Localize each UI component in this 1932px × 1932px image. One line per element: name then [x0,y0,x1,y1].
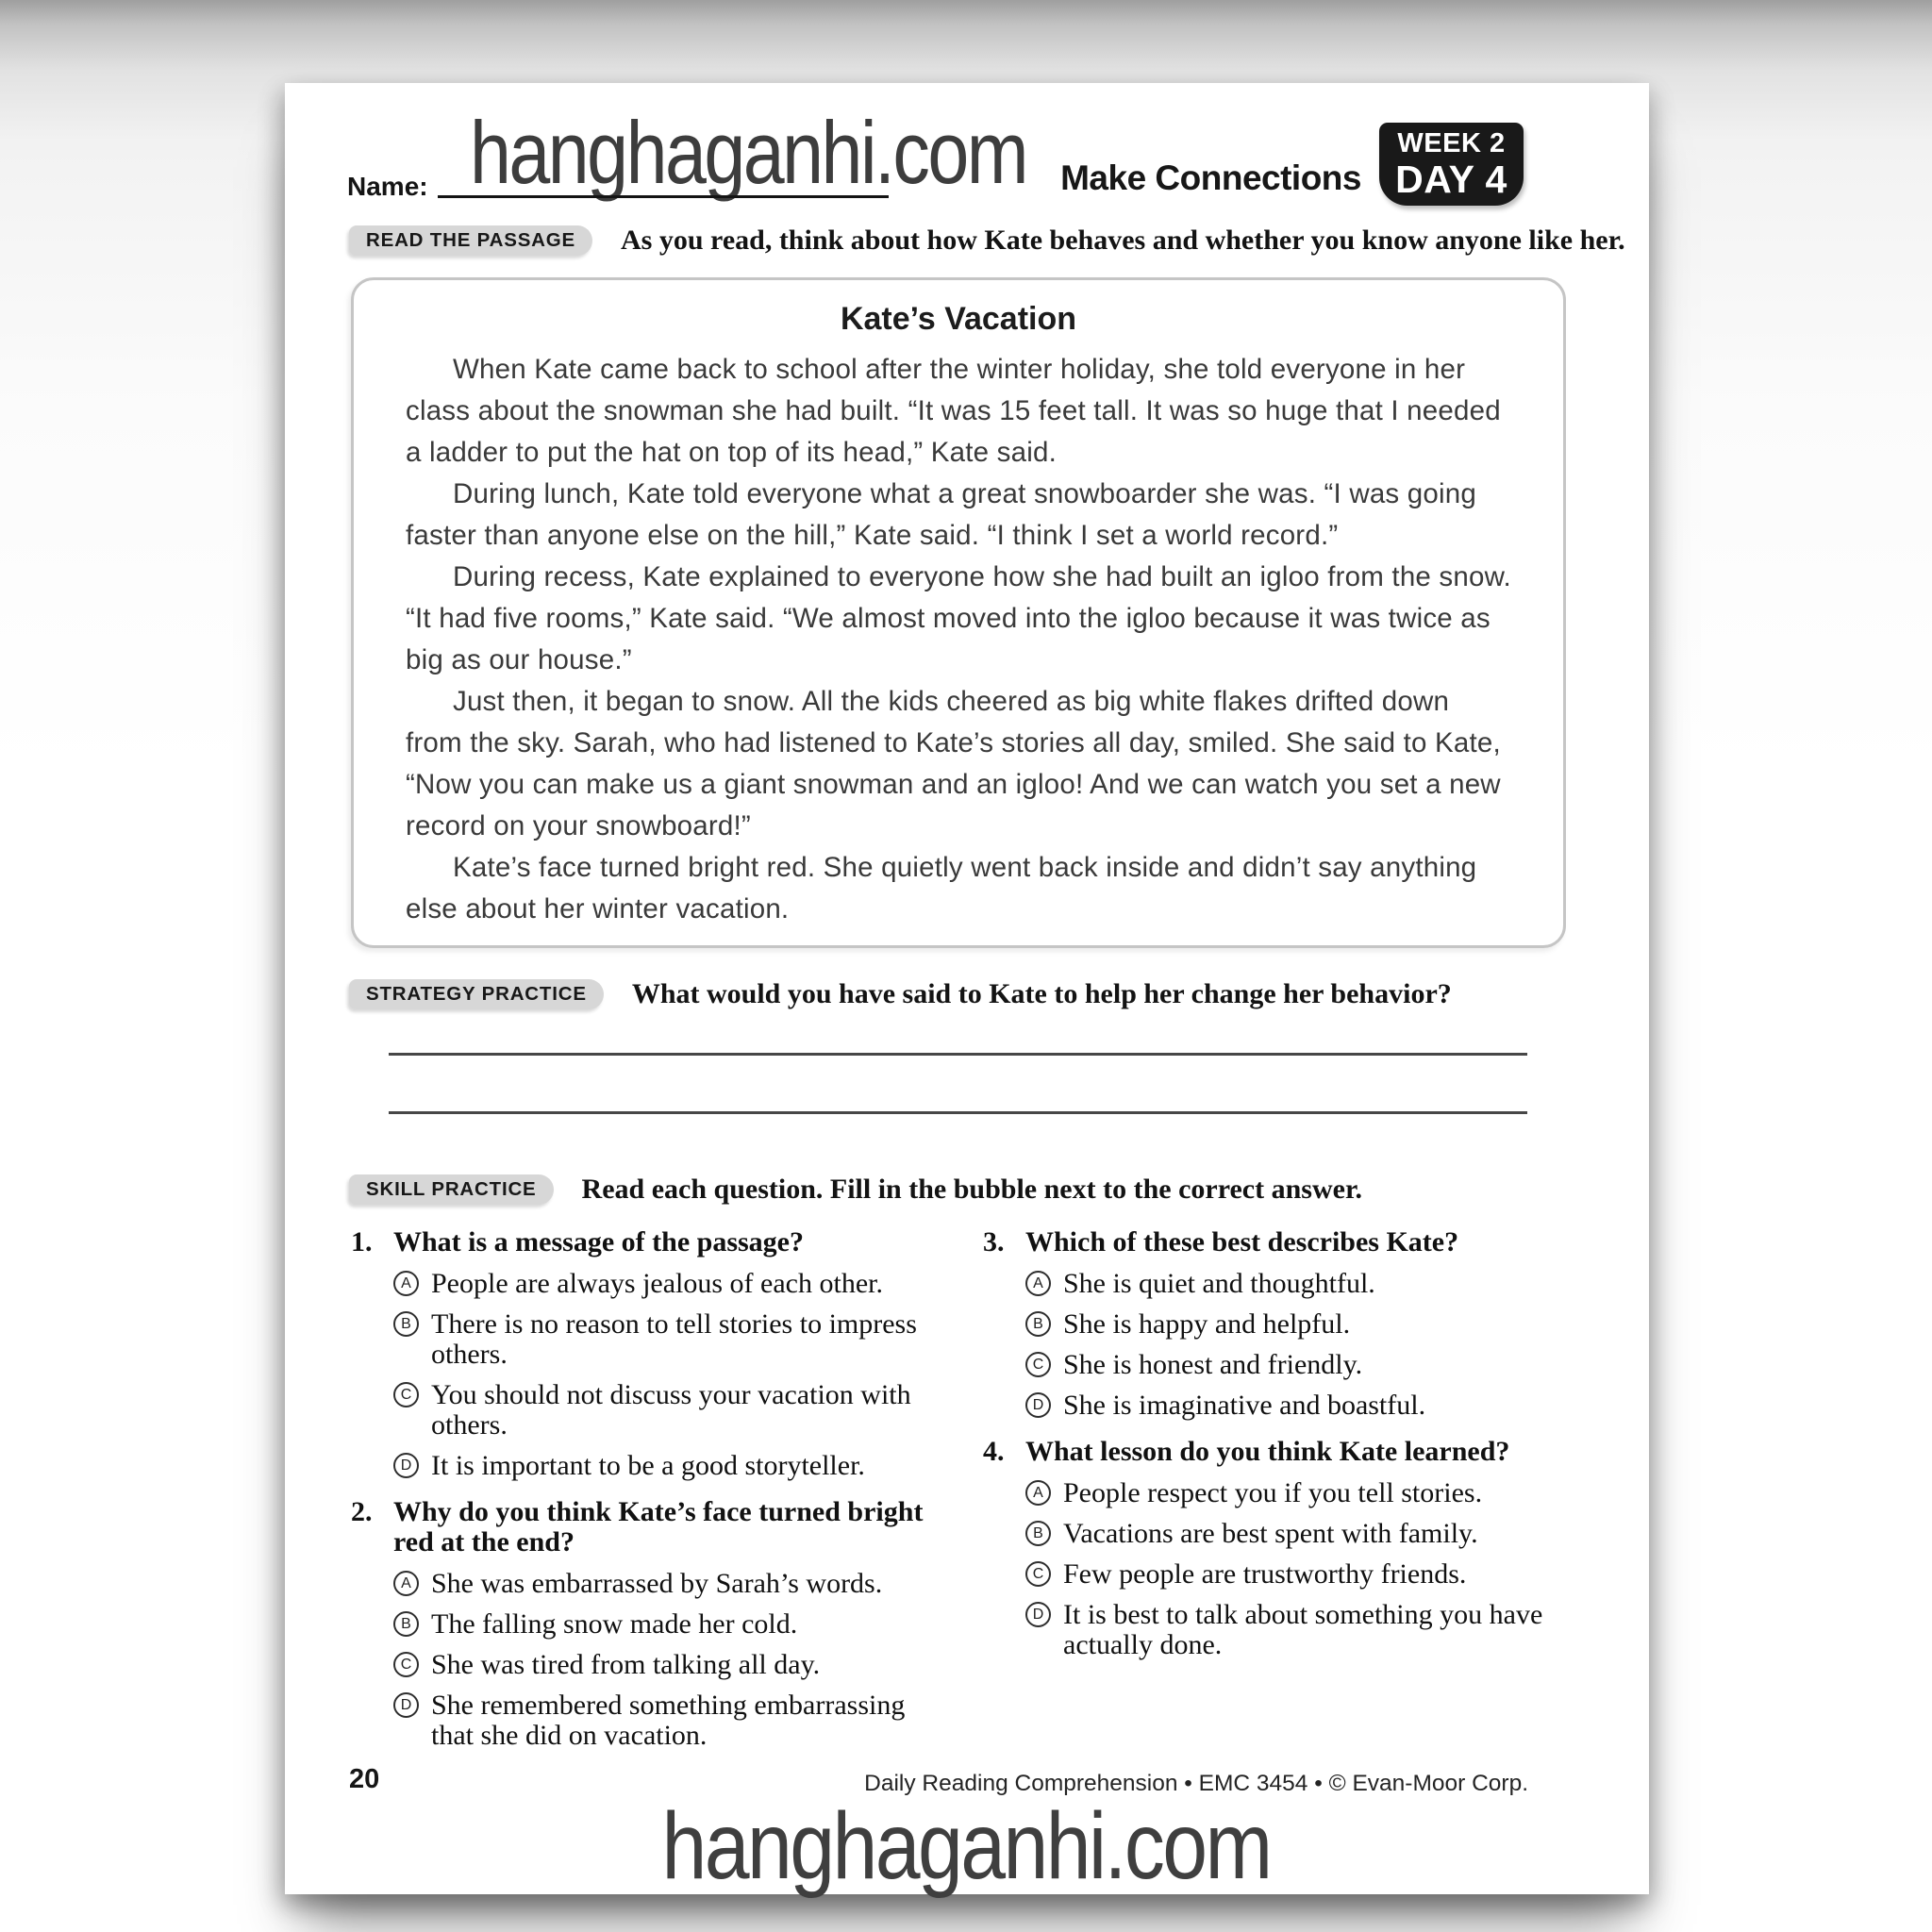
answer-option-text: She was embarrassed by Sarah’s words. [431,1568,883,1599]
bubble-letter: A [1033,1484,1043,1501]
worksheet-page [285,83,1649,1894]
name-blank-line[interactable] [438,195,889,198]
read-the-passage-instruction: As you read, think about how Kate behaves and whether you know anyone like her. [621,225,1625,256]
answer-option-text: She is imaginative and boastful. [1063,1390,1426,1421]
strategy-practice-row [349,978,1452,1010]
passage-title: Kate’s Vacation [840,301,1077,337]
passage-paragraph: During recess, Kate explained to everyone how she had built an igloo from the snow. “It had five rooms,” Kate said. “We almost moved into the igloo because it was twice as big as our house.” [406,561,1511,675]
question-2 [351,1497,934,1751]
bottom-watermark [0,1792,1932,1901]
footer-credit: Daily Reading Comprehension • EMC 3454 • © Evan-Moor Corp. [864,1771,1528,1796]
read-the-passage-row [349,225,1625,257]
answer-option [393,1569,934,1599]
answer-option [1025,1600,1587,1660]
passage-paragraph: During lunch, Kate told everyone what a great snowboarder she was. “I was going faster than anyone else on the hill,” Kate said. “I think I set a world record.” [406,478,1476,551]
strategy-practice-instruction: What would you have said to Kate to help her change her behavior? [631,978,1452,1009]
name-label: Name: [347,172,428,201]
answer-option [393,1309,934,1370]
answer-bubble[interactable] [393,1571,419,1596]
answer-bubble[interactable] [393,1271,419,1296]
question-text: What is a message of the passage? [393,1226,804,1257]
answer-option-text: It is important to be a good storyteller. [431,1450,865,1481]
badge-week-label: WEEK 2 [1397,128,1506,158]
questions-grid [351,1227,1587,1767]
skill-practice-instruction: Read each question. Fill in the bubble next to the correct answer. [581,1174,1363,1205]
question-number: 1. [351,1226,373,1257]
question-text: What lesson do you think Kate learned? [1025,1436,1510,1467]
question-text: Why do you think Kate’s face turned bright red at the end? [393,1496,924,1557]
question-3 [983,1227,1587,1421]
question-heading [983,1437,1587,1467]
bottom-watermark-text: hanghaganhi.com [661,1793,1271,1899]
lesson-title: Make Connections [1060,158,1361,197]
badge-day-label: DAY 4 [1395,158,1507,201]
answer-bubble[interactable] [1025,1521,1051,1546]
answer-option-text: Few people are trustworthy friends. [1063,1558,1467,1590]
question-number: 4. [983,1436,1005,1467]
answer-bubble[interactable] [393,1611,419,1637]
answer-bubble[interactable] [393,1453,419,1478]
bubble-letter: D [1032,1606,1044,1623]
answer-option [1025,1559,1587,1590]
answer-option [393,1650,934,1680]
answer-bubble[interactable] [1025,1352,1051,1377]
answer-option-text: She is quiet and thoughtful. [1063,1268,1375,1299]
top-watermark: hanghaganhi.com [470,103,1026,202]
bubble-letter: B [401,1615,411,1632]
answer-option [393,1451,934,1481]
answer-option [1025,1478,1587,1508]
answer-option [1025,1519,1587,1549]
answer-bubble[interactable] [1025,1602,1051,1627]
answer-option-text: People are always jealous of each other. [431,1268,883,1299]
bubble-letter: C [400,1386,412,1403]
week-day-badge [1379,123,1524,206]
answer-bubble[interactable] [1025,1311,1051,1337]
answer-option-text: She is happy and helpful. [1063,1308,1351,1340]
answer-option [1025,1350,1587,1380]
answer-option [1025,1391,1587,1421]
bubble-letter: D [1032,1396,1044,1413]
passage-box [351,277,1566,948]
answer-bubble[interactable] [393,1692,419,1718]
bubble-letter: B [401,1315,411,1332]
bubble-letter: B [1033,1315,1043,1332]
bubble-letter: C [400,1656,412,1673]
answer-bubble[interactable] [1025,1271,1051,1296]
question-number: 3. [983,1226,1005,1257]
answer-option-text: People respect you if you tell stories. [1063,1477,1483,1508]
answer-option-text: You should not discuss your vacation with others. [431,1379,911,1441]
skill-practice-row [349,1174,1362,1206]
bubble-letter: D [400,1457,412,1474]
passage-paragraph: Just then, it began to snow. All the kids cheered as big white flakes drifted down from the sky. Sarah, who had listened to Kate’s stories all day, smiled. She said to Kate, “Now you can make us a giant snowman and an igloo! And we can watch you set a new record on your snowboard!” [406,686,1501,841]
answer-option [393,1269,934,1299]
read-the-passage-label: READ THE PASSAGE [349,225,592,256]
bubble-letter: C [1032,1356,1044,1373]
answer-bubble[interactable] [1025,1392,1051,1418]
strategy-answer-line-2[interactable] [389,1111,1527,1114]
answer-option-text: It is best to talk about something you have actually done. [1063,1599,1543,1660]
strategy-answer-line-1[interactable] [389,1053,1527,1056]
answer-option-text: Vacations are best spent with family. [1063,1518,1478,1549]
question-text: Which of these best describes Kate? [1025,1226,1459,1257]
bubble-letter: B [1033,1524,1043,1541]
answer-bubble[interactable] [393,1652,419,1677]
bubble-letter: A [1033,1274,1043,1291]
question-heading [983,1227,1587,1257]
question-1 [351,1227,934,1481]
question-heading [351,1227,934,1257]
questions-right-column [983,1227,1587,1676]
bubble-letter: C [1032,1565,1044,1582]
bubble-letter: A [401,1574,411,1591]
passage-paragraph: Kate’s face turned bright red. She quietly went back inside and didn’t say anything else about her winter vacation. [406,852,1477,924]
answer-option [393,1609,934,1640]
bubble-letter: A [401,1274,411,1291]
bubble-letter: D [400,1696,412,1713]
answer-option [1025,1269,1587,1299]
question-heading [351,1497,934,1557]
answer-option [393,1690,934,1751]
answer-option-text: She is honest and friendly. [1063,1349,1363,1380]
answer-bubble[interactable] [1025,1480,1051,1506]
skill-practice-label: SKILL PRACTICE [349,1174,554,1205]
answer-bubble[interactable] [393,1382,419,1407]
page-number: 20 [349,1764,380,1794]
name-row [347,172,889,202]
answer-option-text: The falling snow made her cold. [431,1608,798,1640]
passage-paragraph: When Kate came back to school after the winter holiday, she told everyone in her class about the snowman she had built. “It was 15 feet tall. It was so huge that I needed a ladder to put the hat on top of its head,” Kate said. [406,354,1501,468]
answer-option-text: There is no reason to tell stories to impress others. [431,1308,917,1370]
strategy-practice-label: STRATEGY PRACTICE [349,979,604,1009]
answer-option [1025,1309,1587,1340]
answer-option [393,1380,934,1441]
question-number: 2. [351,1496,373,1527]
answer-bubble[interactable] [1025,1561,1051,1587]
answer-bubble[interactable] [393,1311,419,1337]
questions-left-column [351,1227,934,1767]
question-4 [983,1437,1587,1660]
answer-option-text: She was tired from talking all day. [431,1649,821,1680]
answer-option-text: She remembered something embarrassing that she did on vacation. [431,1690,906,1751]
